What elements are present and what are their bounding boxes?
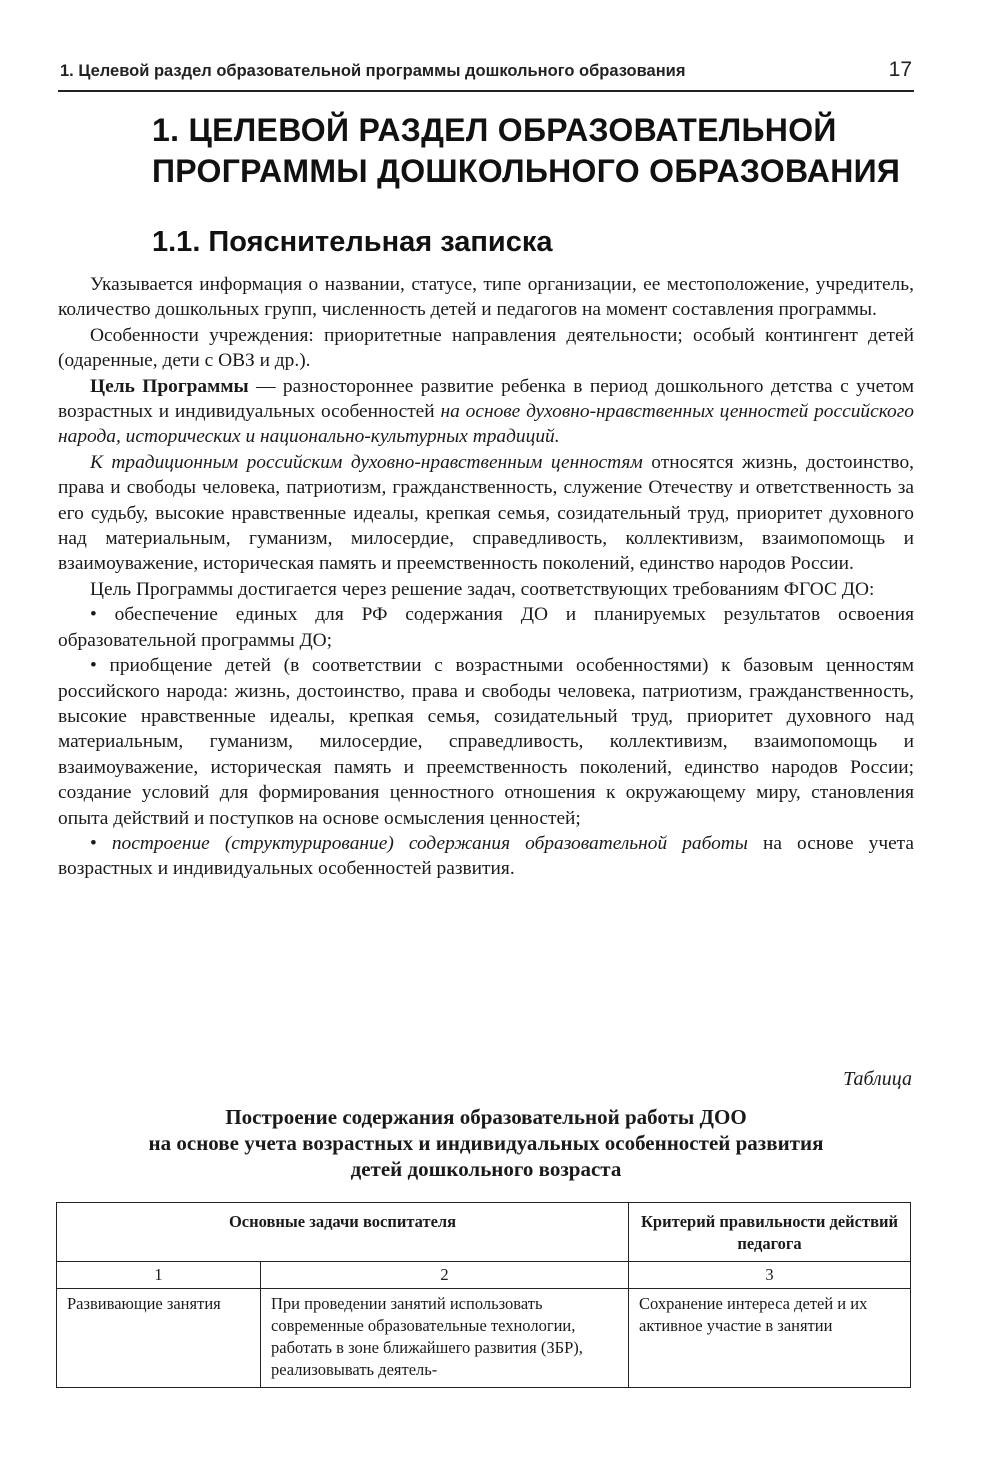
program-goal-text: — разностороннее развитие ребенка в период дошкольного детства с учетом возрастных и индивидуальных особенностей [58,375,914,423]
table-cell-tasks: При проведении занятий использовать современные образовательные технологии, работать в зоне ближайшего развития (ЗБР), реализовывать деятель- [261,1289,629,1388]
table-label: Таблица [843,1068,912,1090]
table-header-row [57,1203,911,1262]
program-goal-italic: на основе духовно-нравственных ценностей российского народа, исторических и национально-культурных традиций. [58,401,914,448]
bullet-3-prefix: • [90,832,112,854]
bullet-item-2: • приобщение детей (в соответствии с возрастными особенностями) к базовым ценностям российского народа: жизнь, достоинство, права и свободы человека, патриотизм, гражданственность, высокие нравственные идеалы, крепкая семья, созидательный труд, приоритет духовного над материальным, гуманизм, милосердие, справедливость, коллективизм, взаимопомощь и взаимоуважение, историческая память и преемственность поколений, единство народов России; создание условий для формирования ценностного отношения к окружающему миру, становления опыта действий и поступков на основе осмысления ценностей; [58,655,914,829]
column-number-1: 1 [57,1262,261,1289]
bullet-item-1: • обеспечение единых для РФ содержания ДО и планируемых результатов освоения образовательной программы ДО; [58,604,914,651]
page-number: 17 [888,58,912,81]
table-row [57,1289,911,1388]
header-criterion: Критерий правильности действий педагога [629,1203,911,1262]
bullet-3-text: на основе учета возрастных и индивидуальных особенностей развития. [58,832,915,880]
bullet-3-italic: построение (структурирование) содержания образовательной работы [111,832,748,854]
bullet-item-3 [58,831,914,882]
column-number-3: 3 [629,1262,911,1289]
chapter-title-line-2: ПРОГРАММЫ ДОШКОЛЬНОГО ОБРАЗОВАНИЯ [152,153,901,189]
table-number-row [57,1262,911,1289]
section-title: 1.1. Пояснительная записка [152,226,553,258]
header-main-tasks: Основные задачи воспитателя [57,1203,629,1262]
chapter-title-line-1: 1. ЦЕЛЕВОЙ РАЗДЕЛ ОБРАЗОВАТЕЛЬНОЙ [152,112,837,148]
table-cell-criterion: Сохранение интереса детей и их активное участие в занятии [629,1289,911,1388]
table-title-line-1: Построение содержания образовательной работы ДОО [225,1105,747,1129]
paragraph-features: Особенности учреждения: приоритетные направления деятельности; особый контингент детей (одаренные, дети с ОВЗ и др.). [58,324,914,372]
paragraph-organization-info: Указывается информация о названии, статусе, типе организации, ее местоположение, учредитель, количество дошкольных групп, численность детей и педагогов на момент составления программы. [58,274,914,321]
running-header [58,56,914,92]
table-cell-activity: Развивающие занятия [57,1289,261,1388]
values-italic: К традиционным российским духовно-нравственным ценностям [90,451,643,473]
table-title-line-3: детей дошкольного возраста [350,1157,622,1181]
content-table [56,1202,911,1388]
running-header-title: 1. Целевой раздел образовательной программы дошкольного образования [60,62,686,80]
paragraph-goal-tasks: Цель Программы достигается через решение задач, соответствующих требованиям ФГОС ДО: [90,578,875,600]
table-title [58,1104,914,1182]
table-title-line-2: на основе учета возрастных и индивидуальных особенностей развития [148,1131,824,1155]
program-goal-term: Цель Программы [90,375,249,397]
column-number-2: 2 [261,1262,629,1289]
paragraph-program-goal [58,374,914,450]
body-text [58,272,914,882]
values-text: относятся жизнь, достоинство, права и свободы человека, патриотизм, гражданственность, служение Отечеству и ответственность за его судьбу, высокие нравственные идеалы, крепкая семья, созидательный труд, приоритет духовного над материальным, гуманизм, милосердие, справедливость, коллективизм, взаимопомощь и взаимоуважение, историческая память и преемственность поколений, единство народов России. [58,451,914,575]
paragraph-values [58,450,914,577]
chapter-title [152,110,932,192]
